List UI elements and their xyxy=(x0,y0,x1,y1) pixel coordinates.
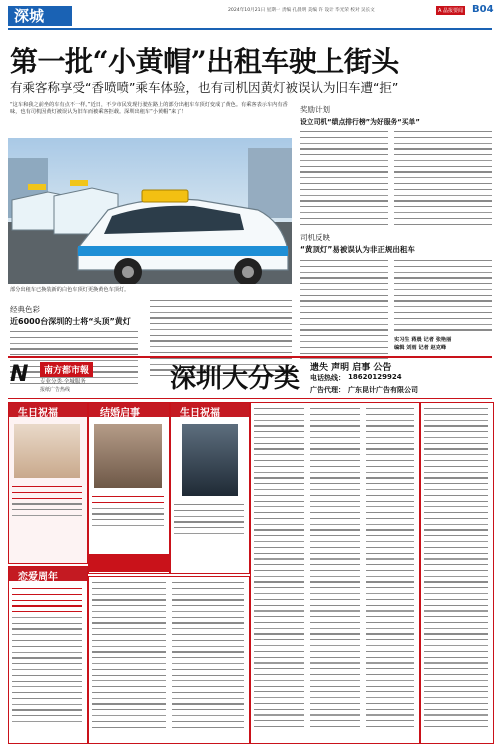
classifieds-col-2 xyxy=(310,408,360,732)
col4-heading: “黄顶灯”易被误认为非正规出租车 xyxy=(300,245,415,254)
agent-label: 广告代理： xyxy=(310,386,345,394)
services-line: 遗失 声明 启事 公告 xyxy=(310,363,392,373)
phone-label: 电话热线： xyxy=(310,374,345,382)
taxi-illustration xyxy=(8,138,292,284)
middle-lower-col-1 xyxy=(92,582,166,732)
col3b-body-text xyxy=(394,131,492,229)
newspaper-logo: 南方都市報 xyxy=(40,362,93,377)
wedding-title: 结婚启事 xyxy=(100,408,140,419)
birthday-title-2: 生日祝福 xyxy=(180,408,220,419)
page-number: B04 xyxy=(472,4,494,15)
classifieds-col-4 xyxy=(424,408,488,732)
birthday-text-2 xyxy=(174,504,244,539)
birthday-photo-1 xyxy=(14,424,80,478)
birthday-text-1 xyxy=(12,486,82,521)
headline: 第一批“小黄帽”出租车驶上街头 xyxy=(10,45,399,78)
subheadline: 有乘客称享受“香喷喷”乘车体验，也有司机因黄灯被误认为旧车遭“拒” xyxy=(10,80,399,95)
wedding-text xyxy=(92,496,164,531)
taxi-photo xyxy=(8,138,292,284)
col4b-body-text xyxy=(394,260,492,335)
col3-heading: 设立司机“绩点排行榜”为好服务“买单” xyxy=(300,118,420,126)
classifieds-col-1 xyxy=(254,408,304,732)
col4-body-text xyxy=(300,260,388,364)
middle-lower-col-2 xyxy=(172,582,244,732)
photo-caption: 部分出租车已换装新的白色车顶灯更换黄色车顶灯。 xyxy=(10,287,130,293)
col1-heading: 近6000台深圳的士将“头顶”黄灯 xyxy=(10,317,131,326)
reporters: 实习生 蒋晨 记者 张艳丽 xyxy=(394,337,452,343)
classified-title: 深圳大分类 xyxy=(170,364,301,394)
wedding-banner xyxy=(89,554,169,572)
col3-kicker: 奖励计划 xyxy=(300,105,330,114)
phone-number: 18620129924 xyxy=(348,373,402,381)
header-meta: 2024年10月21日 星期一 责编 孔晨明 美编 许 设计 毕光荣 校对 吴长文 xyxy=(228,8,375,13)
col4-kicker: 司机反映 xyxy=(300,233,330,242)
anniversary-title: 恋爱周年 xyxy=(18,572,58,583)
ad-header-rule xyxy=(8,398,492,399)
hotline-label: 报纸广告热线 xyxy=(40,387,71,393)
section-tab-label: 深城 xyxy=(14,7,45,25)
birthday-photo-2 xyxy=(182,424,238,496)
birthday-title-1: 生日祝福 xyxy=(18,408,58,419)
editor-credit: 编辑 刘雨 记者 赵克峰 xyxy=(394,345,447,351)
col3-body-text xyxy=(300,131,388,229)
classifieds-col-3 xyxy=(366,408,414,732)
edition-tag: A 晶报要闻 xyxy=(438,8,464,14)
agent-name: 广东昆计广告有限公司 xyxy=(348,386,418,394)
newspaper-logo-mark: N xyxy=(10,362,29,387)
col1-kicker: 经典色彩 xyxy=(10,305,40,314)
logo-slogan: 专业分类·全城服务 xyxy=(40,379,86,385)
lead-paragraph: “这车和我之前坐的车有点不一样。”近日，不少市民发现行驶在路上的部分出租车车顶灯变成了黄色。有乘客表示车内有香味，也有司机因黄灯被误认为旧车而被乘客拒载。深圳出租车“小黄帽”来了！ xyxy=(10,102,288,116)
header-rule xyxy=(8,28,492,30)
anniversary-text xyxy=(12,588,82,727)
wedding-photo xyxy=(94,424,162,488)
